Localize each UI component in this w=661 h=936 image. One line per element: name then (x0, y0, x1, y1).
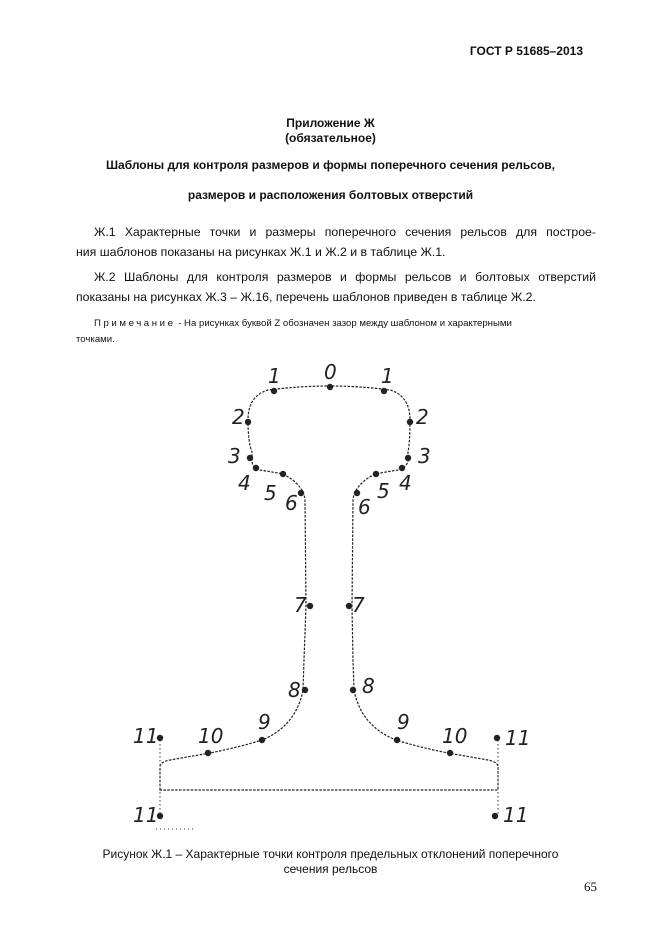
figure-caption-line1: Рисунок Ж.1 – Характерные точки контроля предельных отклонений поперечного (102, 847, 559, 861)
point-3-right (405, 455, 411, 461)
point-6-left (298, 490, 304, 496)
appendix-heading-line2: размеров и расположения болтовых отверстий (187, 188, 474, 202)
point-2-left (245, 419, 251, 425)
note-text: - На рисунках буквой Z обозначен зазор между шаблоном и характерными (175, 318, 512, 329)
label-3-left: 3 (228, 444, 241, 468)
label-2-right: 2 (416, 405, 429, 429)
label-3-right: 3 (418, 444, 431, 468)
label-9-left: 9 (258, 710, 271, 734)
label-6-right: 6 (358, 495, 371, 519)
label-1-left: 1 (268, 364, 281, 388)
appendix-heading-line1: Шаблоны для контроля размеров и формы поперечного сечения рельсов, (105, 158, 556, 172)
paragraph-zh1-line1: Ж.1 Характерные точки и размеры поперечного сечения рельсов для построе- (94, 225, 596, 239)
paragraph-zh2-line2: показаны на рисунках Ж.3 – Ж.16, перечень шаблонов приведен в таблице Ж.2. (76, 290, 536, 304)
point-4-left (253, 465, 259, 471)
point-10-right (447, 750, 453, 756)
point-7-left (307, 603, 313, 609)
label-11-top-right: 11 (505, 726, 531, 750)
note-text-line2: точками. (76, 334, 115, 345)
label-4-right: 4 (399, 471, 412, 495)
label-9-right: 9 (397, 710, 410, 734)
label-5-right: 5 (377, 479, 390, 503)
label-11-top-left: 11 (133, 724, 159, 748)
page-number: 65 (584, 879, 597, 894)
point-5-right (373, 471, 379, 477)
label-11-bottom-right: 11 (503, 803, 529, 827)
point-10-left (205, 750, 211, 756)
label-10-right: 10 (442, 724, 468, 748)
point-3-left (247, 455, 253, 461)
point-2-right (407, 419, 413, 425)
appendix-title: Приложение Ж (286, 116, 375, 130)
figure-caption (40, 847, 621, 877)
point-9-left (259, 737, 265, 743)
label-2-left: 2 (232, 405, 245, 429)
point-5-left (280, 471, 286, 477)
label-1-right: 1 (381, 364, 394, 388)
label-8-right: 8 (362, 674, 375, 698)
label-10-left: 10 (198, 724, 224, 748)
label-8-left: 8 (288, 678, 301, 702)
label-6-left: 6 (285, 491, 298, 515)
point-9-right (394, 737, 400, 743)
label-7-right: 7 (352, 593, 365, 617)
point-1-right (381, 388, 387, 394)
paragraph-zh2-line1: Ж.2 Шаблоны для контроля размеров и формы рельсов и болтовых отверстий (94, 270, 596, 284)
characteristic-points (157, 384, 500, 819)
point-8-left (302, 687, 308, 693)
label-4-left: 4 (238, 471, 251, 495)
label-0: 0 (324, 360, 337, 384)
point-11-bottom-right (492, 813, 498, 819)
point-8-right (350, 687, 356, 693)
appendix-status: (обязательное) (285, 131, 376, 145)
label-11-bottom-left: 11 (133, 803, 159, 827)
paragraph-zh1-line2: ния шаблонов показаны на рисунках Ж.1 и Ж.2 и в таблице Ж.1. (76, 245, 446, 259)
point-labels (133, 360, 530, 827)
figure-caption-line2: сечения рельсов (283, 862, 378, 876)
point-0 (327, 384, 333, 390)
label-5-left: 5 (264, 481, 277, 505)
label-7-left: 7 (294, 593, 307, 617)
point-11-top-right (494, 735, 500, 741)
note-label: Примечание (94, 318, 176, 329)
document-code: ГОСТ Р 51685–2013 (469, 44, 583, 58)
point-1-left (271, 388, 277, 394)
